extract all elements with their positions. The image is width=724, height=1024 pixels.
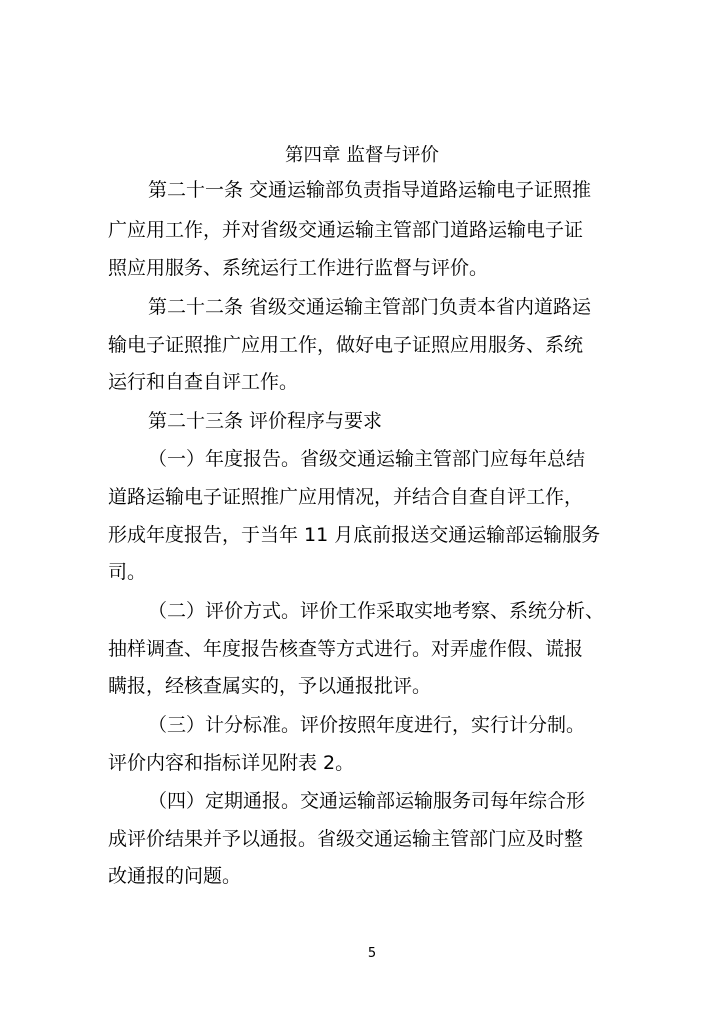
paragraph-line: 瞒报，经核查属实的，予以通报批评。 [108,675,432,697]
paragraph-line: 改通报的问题。 [108,865,242,887]
paragraph-line: （四）定期通报。交通运输部运输服务司每年综合形 [148,790,586,812]
paragraph-line: 运行和自查自评工作。 [108,371,299,393]
chapter-title: 第四章 监督与评价 [285,145,439,166]
paragraph-line: （二）评价方式。评价工作采取实地考察、系统分析、 [148,600,605,622]
page-number: 5 [367,946,377,961]
paragraph-line: 成评价结果并予以通报。省级交通运输主管部门应及时整 [108,828,584,850]
paragraph-line: 司。 [108,561,147,583]
paragraph-line: 形成年度报告，于当年 11 月底前报送交通运输部运输服务 [108,524,601,546]
paragraph-line: 照应用服务、系统运行工作进行监督与评价。 [108,257,489,279]
paragraph-line: 输电子证照推广应用工作，做好电子证照应用服务、系统 [108,334,584,356]
paragraph-line: 广应用工作，并对省级交通运输主管部门道路运输电子证 [108,219,584,241]
paragraph-line: 第二十三条 评价程序与要求 [148,410,383,432]
paragraph-line: 抽样调查、年度报告核查等方式进行。对弄虚作假、谎报 [108,638,584,660]
paragraph-line: 道路运输电子证照推广应用情况，并结合自查自评工作， [108,486,584,508]
paragraph-line: 第二十一条 交通运输部负责指导道路运输电子证照推 [148,179,592,201]
paragraph-line: （一）年度报告。省级交通运输主管部门应每年总结 [148,448,586,470]
paragraph-line: 评价内容和指标详见附表 2。 [108,752,355,774]
paragraph-line: 第二十二条 省级交通运输主管部门负责本省内道路运 [148,296,592,318]
paragraph-line: （三）计分标准。评价按照年度进行，实行计分制。 [148,714,586,736]
